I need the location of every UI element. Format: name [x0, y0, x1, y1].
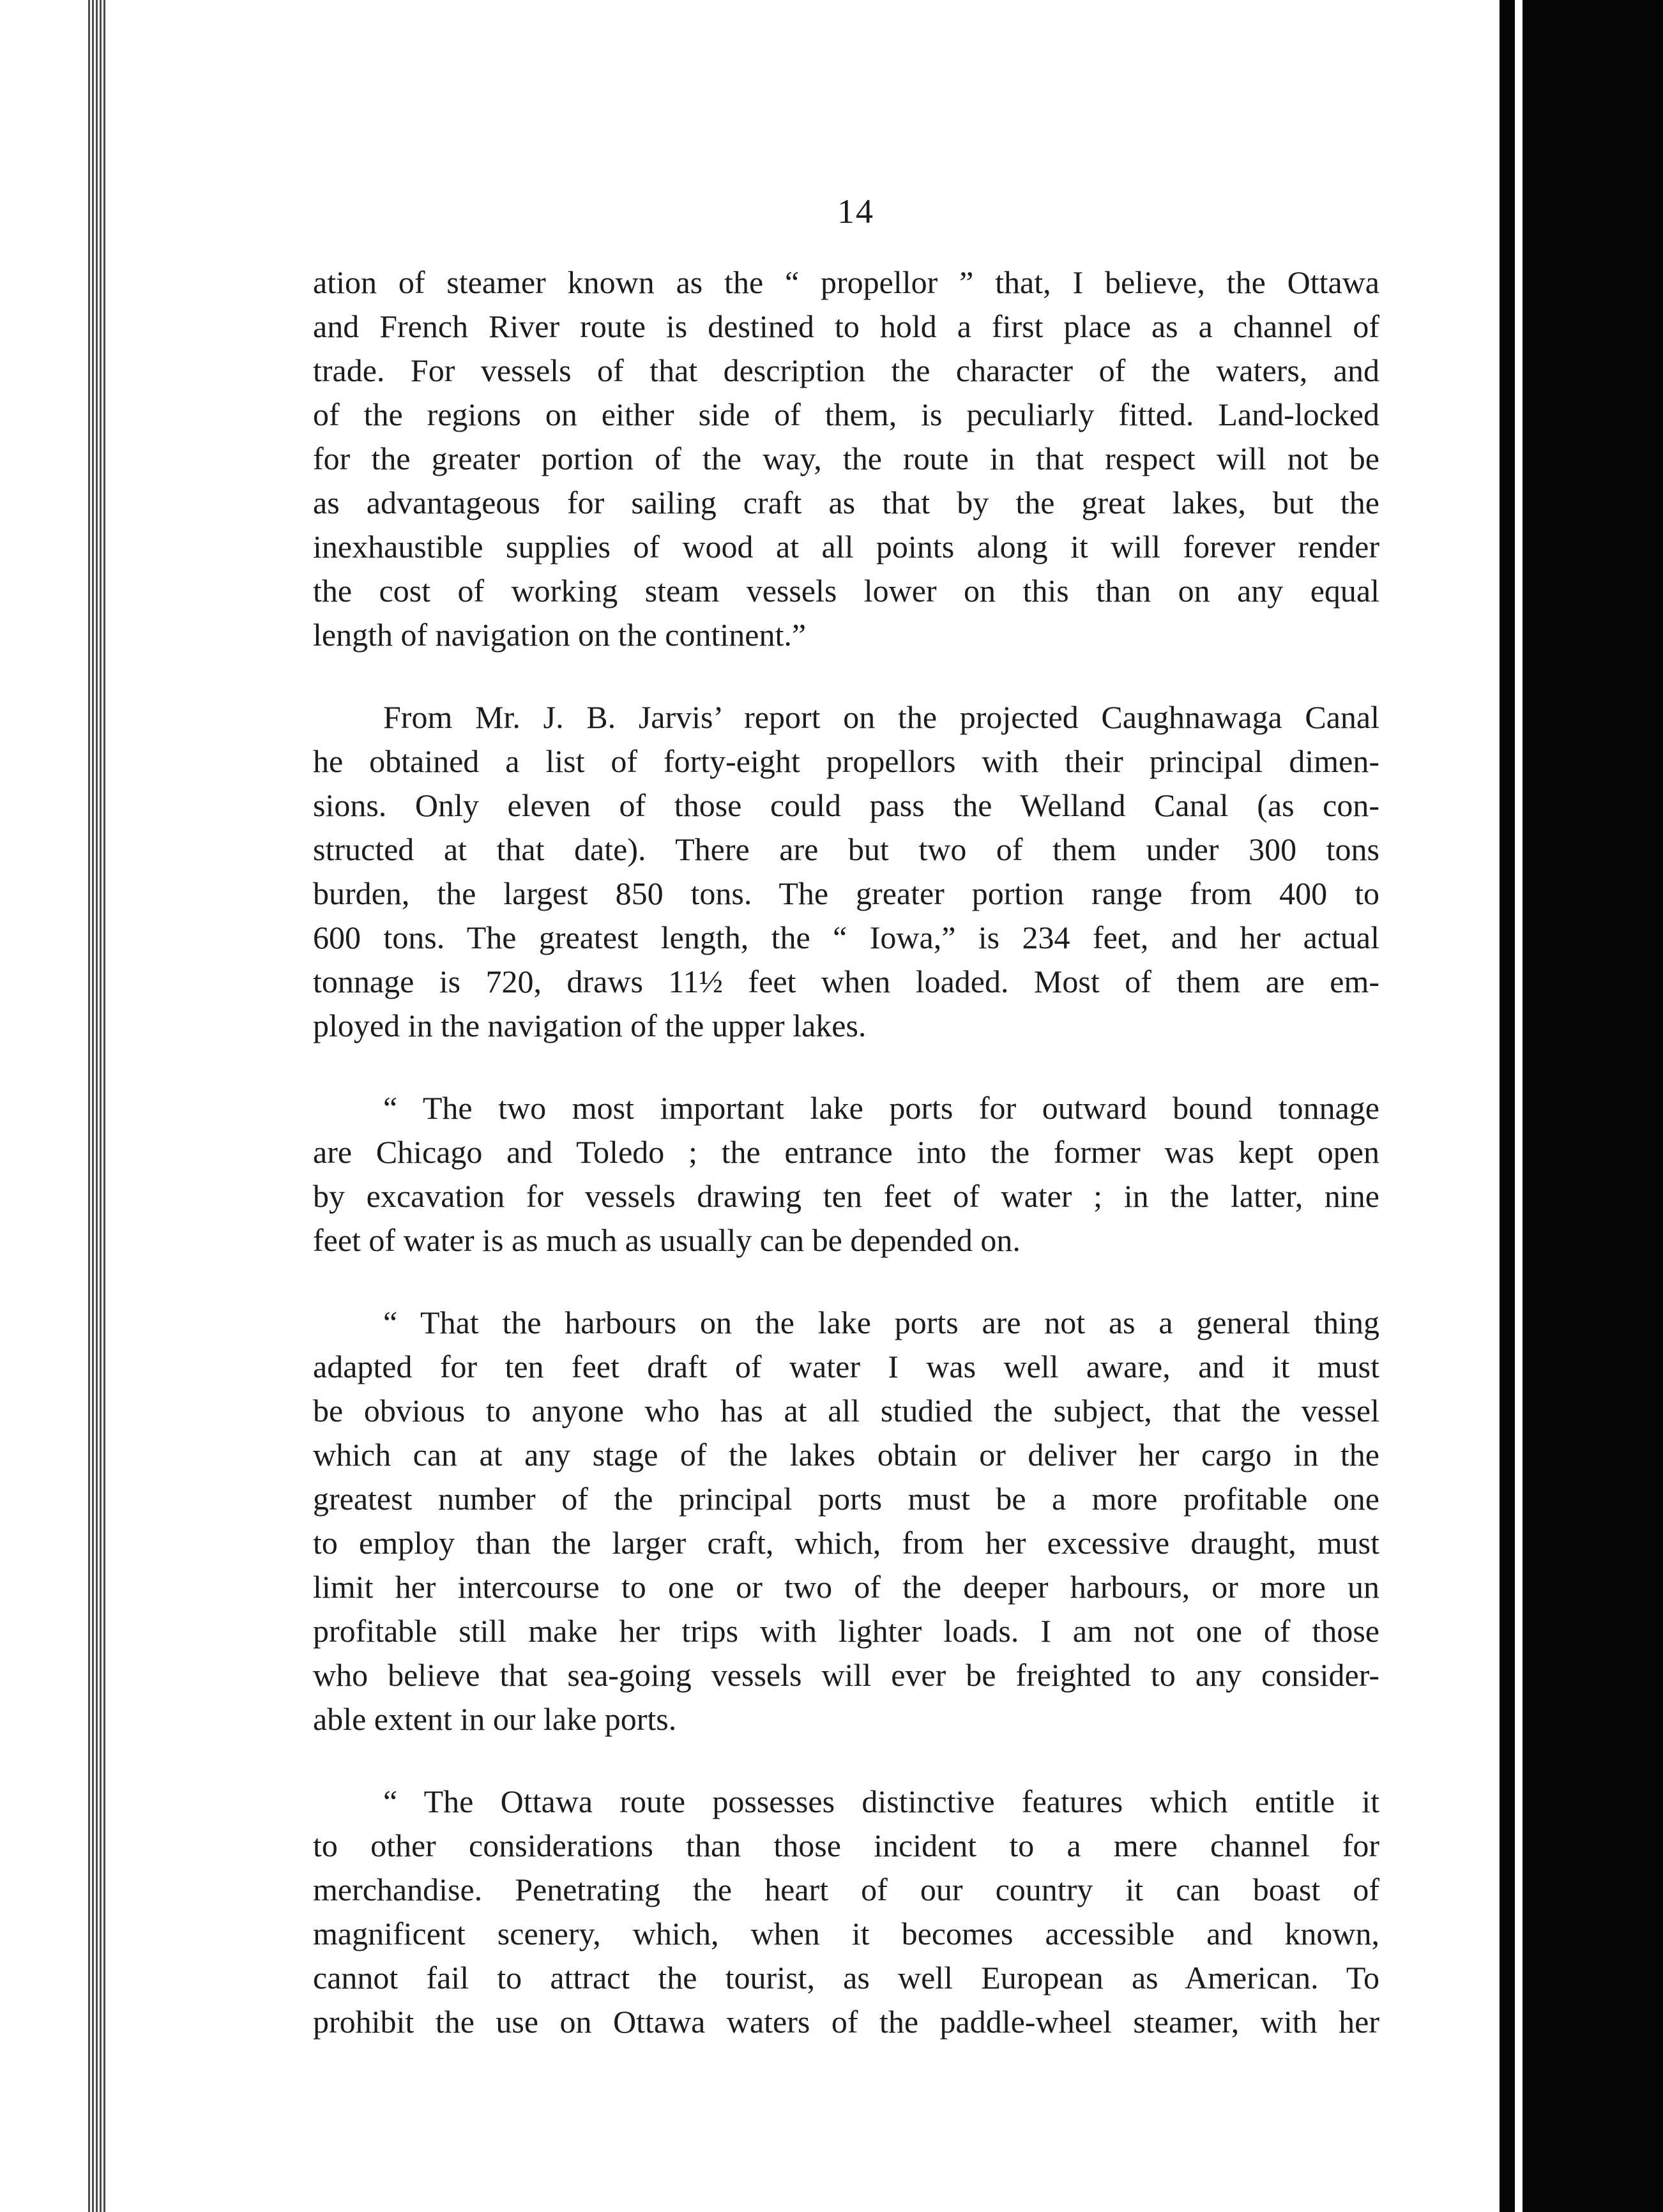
text-line: “ The Ottawa route possesses distinctive features which entitle it	[383, 1784, 1379, 1819]
text-line: be obvious to anyone who has at all studied the subject, that the vessel	[313, 1393, 1379, 1428]
text-line: structed at that date). There are but two of them under 300 tons	[313, 831, 1379, 867]
text-line: burden, the largest 850 tons. The greater portion range from 400 to	[313, 875, 1379, 911]
text-line: profitable still make her trips with lighter loads. I am not one of those	[313, 1613, 1379, 1649]
page-body	[313, 261, 1379, 2044]
paragraph-4	[313, 1301, 1379, 1741]
paragraph-1	[313, 261, 1379, 657]
text-line: cannot fail to attract the tourist, as well European as American. To	[313, 1960, 1379, 1996]
text-line: inexhaustible supplies of wood at all points along it will forever render	[313, 529, 1379, 564]
text-line: From Mr. J. B. Jarvis’ report on the projected Caughnawaga Canal	[383, 699, 1379, 735]
text-line: greatest number of the principal ports must be a more profitable one	[313, 1481, 1379, 1517]
text-line: ployed in the navigation of the upper lakes.	[313, 1008, 867, 1043]
text-line: adapted for ten feet draft of water I was well aware, and it must	[313, 1349, 1379, 1384]
text-line: by excavation for vessels drawing ten feet of water ; in the latter, nine	[313, 1178, 1379, 1214]
text-line: feet of water is as much as usually can be depended on.	[313, 1222, 1021, 1258]
text-line: “ That the harbours on the lake ports are not as a general thing	[383, 1305, 1379, 1340]
text-line: trade. For vessels of that description the character of the waters, and	[313, 352, 1379, 388]
text-line: length of navigation on the continent.”	[313, 617, 807, 653]
text-line: which can at any stage of the lakes obtain or deliver her cargo in the	[313, 1437, 1379, 1473]
text-line: prohibit the use on Ottawa waters of the paddle-wheel steamer, with her	[313, 2004, 1379, 2040]
text-line: to employ than the larger craft, which, from her excessive draught, must	[313, 1525, 1379, 1561]
text-line: tonnage is 720, draws 11½ feet when loaded. Most of them are em-	[313, 964, 1379, 999]
text-line: for the greater portion of the way, the route in that respect will not be	[313, 441, 1379, 476]
text-line: merchandise. Penetrating the heart of our country it can boast of	[313, 1872, 1379, 1907]
text-line: he obtained a list of forty-eight propellors with their principal dimen-	[313, 743, 1379, 779]
text-line: 600 tons. The greatest length, the “ Iowa,” is 234 feet, and her actual	[313, 920, 1379, 955]
text-line: the cost of working steam vessels lower on this than on any equal	[313, 573, 1379, 609]
paragraph-2	[313, 695, 1379, 1048]
text-line: able extent in our lake ports.	[313, 1701, 677, 1737]
paragraph-5	[313, 1780, 1379, 2044]
text-line: and French River route is destined to hold a first place as a channel of	[313, 308, 1379, 344]
page-number: 14	[837, 192, 874, 231]
scan-right-border	[1500, 0, 1663, 2212]
text-line: sions. Only eleven of those could pass the Welland Canal (as con-	[313, 787, 1379, 823]
text-line: “ The two most important lake ports for outward bound tonnage	[383, 1090, 1379, 1126]
text-line: ation of steamer known as the “ propellor ” that, I believe, the Ottawa	[313, 264, 1379, 300]
text-line: as advantageous for sailing craft as that by the great lakes, but the	[313, 485, 1379, 520]
scan-right-border-line	[1515, 0, 1523, 2212]
paragraph-3	[313, 1086, 1379, 1262]
text-line: magnificent scenery, which, when it becomes accessible and known,	[313, 1916, 1379, 1951]
text-line: to other considerations than those incident to a mere channel for	[313, 1828, 1379, 1863]
text-line: are Chicago and Toledo ; the entrance into the former was kept open	[313, 1134, 1379, 1170]
text-line: who believe that sea-going vessels will ever be freighted to any consider-	[313, 1657, 1379, 1693]
text-line: limit her intercourse to one or two of the deeper harbours, or more un	[313, 1569, 1379, 1605]
scan-left-edge	[88, 0, 106, 2212]
text-line: of the regions on either side of them, is peculiarly fitted. Land-locked	[313, 397, 1379, 432]
